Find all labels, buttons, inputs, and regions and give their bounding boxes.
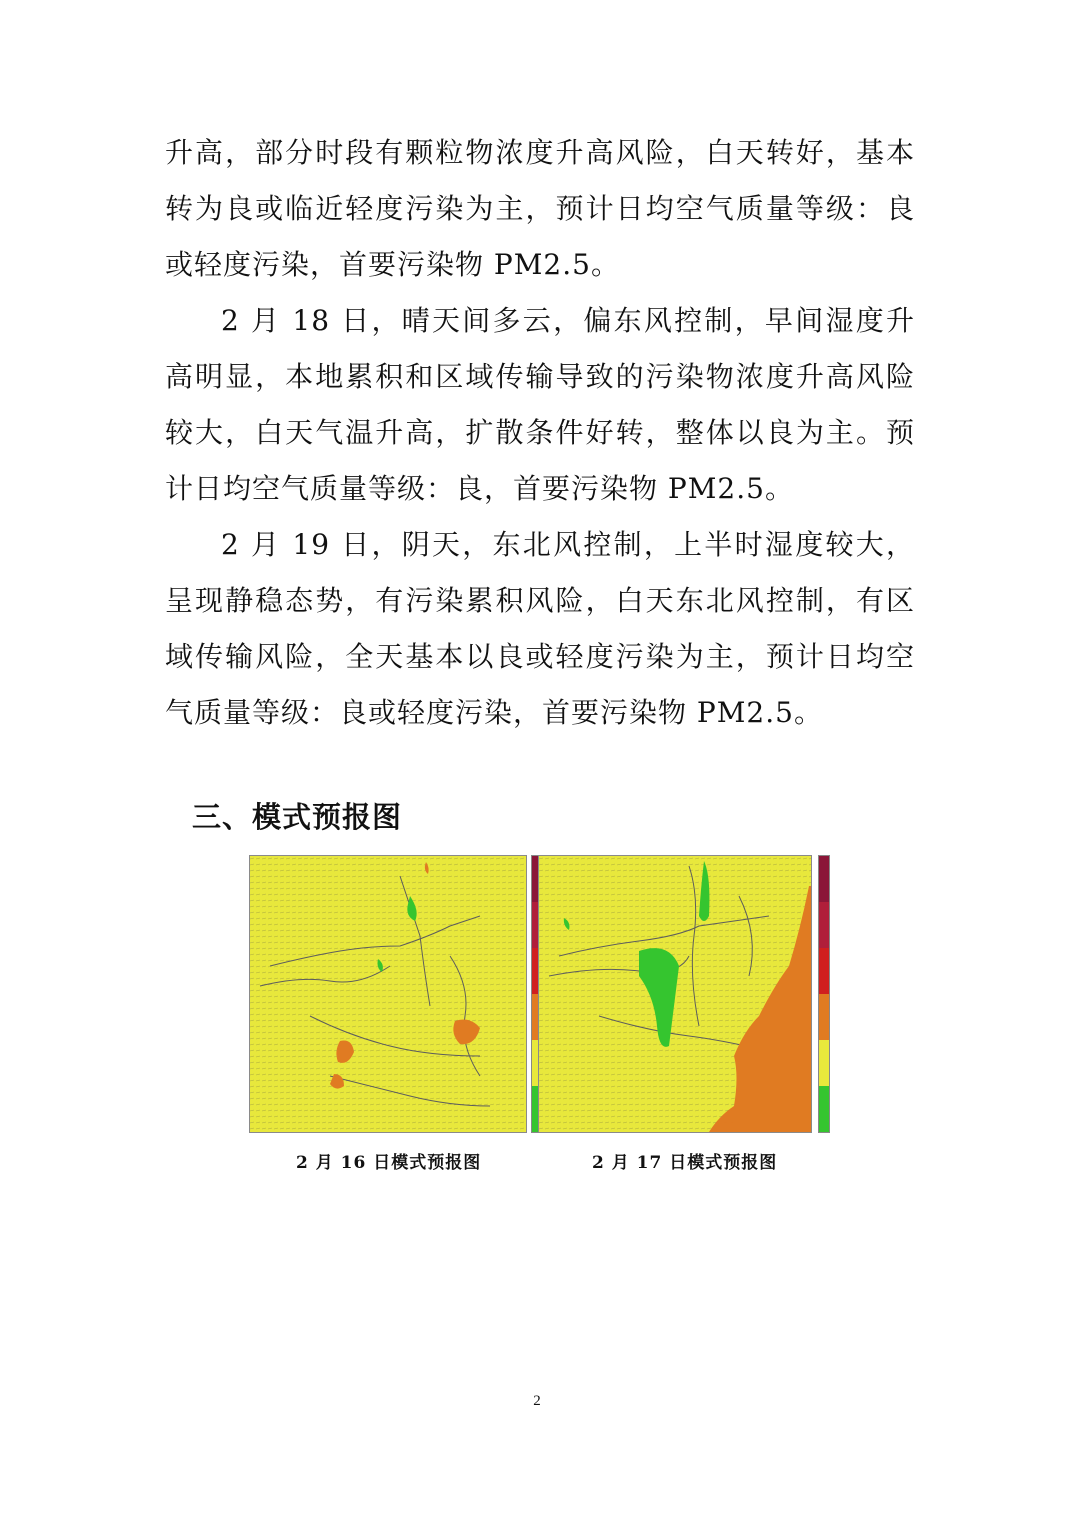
forecast-map-feb16	[249, 855, 527, 1133]
forecast-map-feb17	[538, 855, 812, 1133]
section-title: 三、模式预报图	[192, 800, 403, 834]
paragraph-2: 2 月 18 日，晴天间多云，偏东风控制，早间湿度升高明显，本地累积和区域传输导致的污染物浓度升高风险较大，白天气温升高，扩散条件好转，整体以良为主。预计日均空气质量等级：良，首要污染物 PM2.5。	[165, 304, 915, 505]
figure-caption-feb17: 2 月 17 日模式预报图	[592, 1153, 778, 1173]
paragraph-3: 2 月 19 日，阴天，东北风控制，上半时湿度较大，呈现静稳态势，有污染累积风险，白天东北风控制，有区域传输风险，全天基本以良或轻度污染为主，预计日均空气质量等级：良或轻度污染，首要污染物 PM2.5。	[165, 528, 915, 729]
colorbar-legend-2	[818, 855, 830, 1133]
paragraph-1: 升高，部分时段有颗粒物浓度升高风险，白天转好，基本转为良或临近轻度污染为主，预计日均空气质量等级：良或轻度污染，首要污染物 PM2.5。	[165, 136, 915, 281]
figure-caption-feb16: 2 月 16 日模式预报图	[296, 1153, 482, 1173]
page-number: 2	[533, 1393, 541, 1409]
